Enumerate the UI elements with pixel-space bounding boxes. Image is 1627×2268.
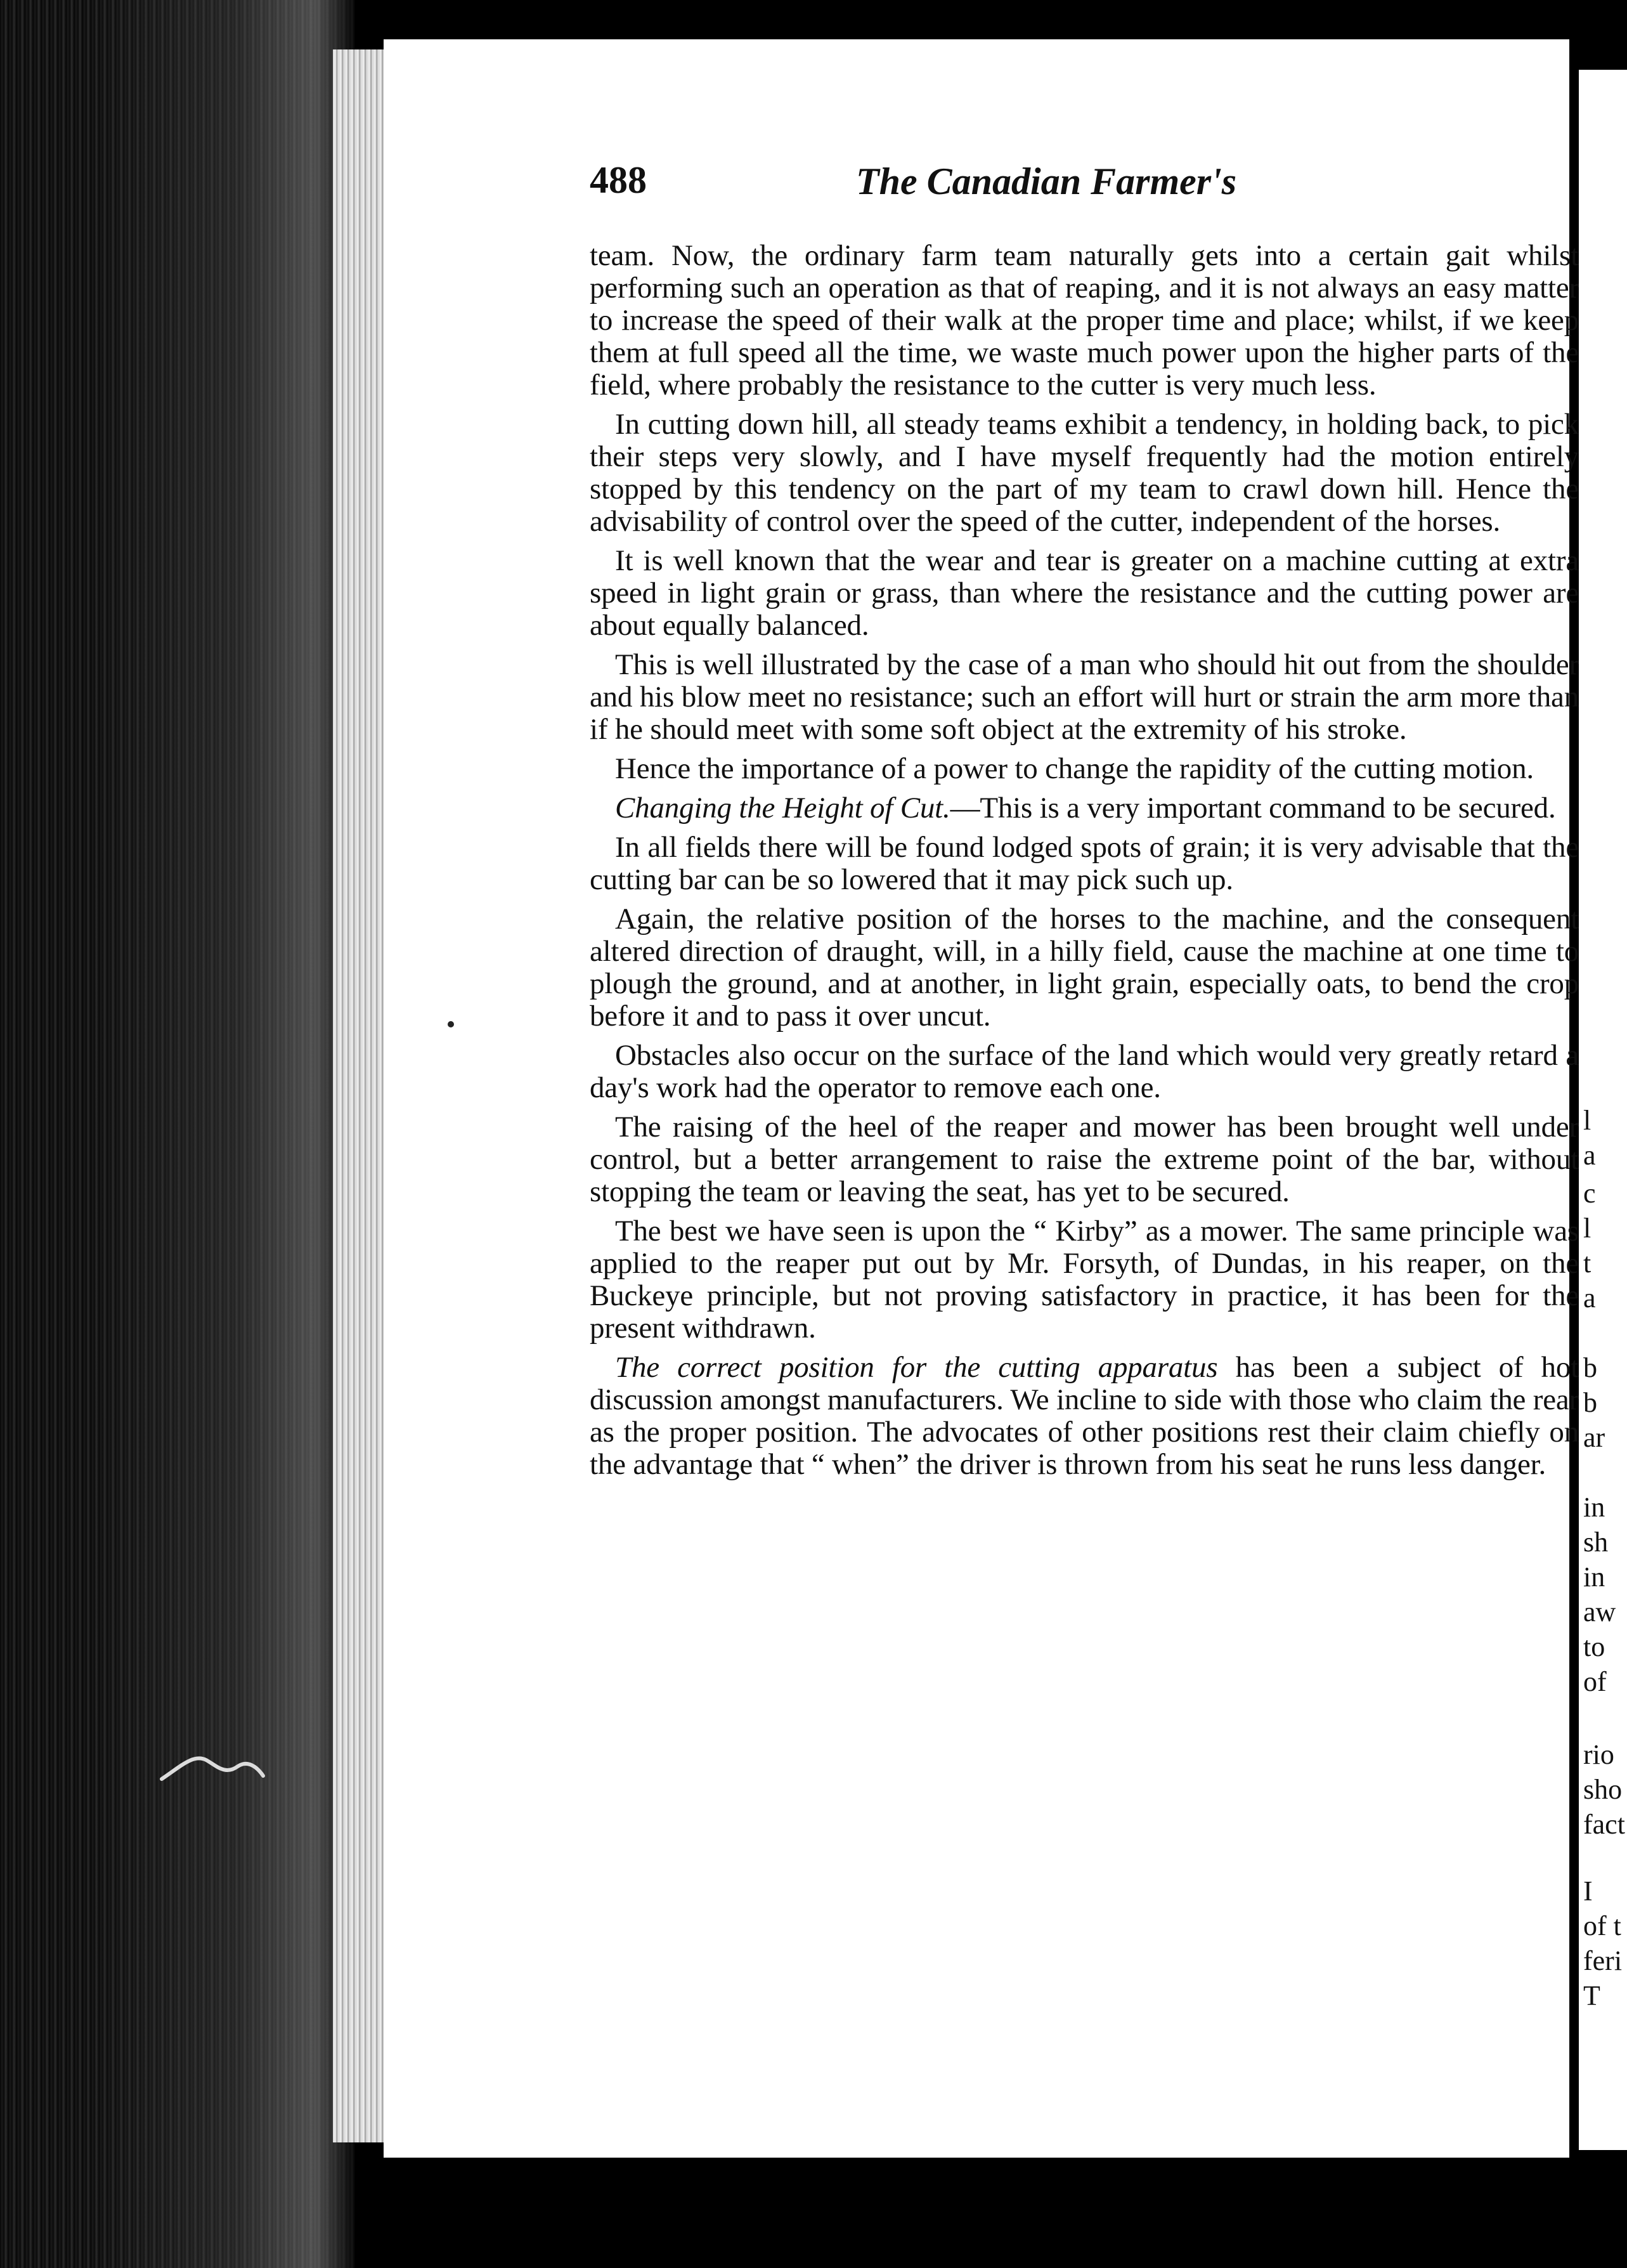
paragraph-lodged-grain: In all fields there will be found lodged spots of grain; it is very advisable that the cutting bar can be so lowered that it may pick such up. [590, 831, 1579, 896]
facing-fragment: a [1583, 1284, 1596, 1312]
facing-fragment: rio [1583, 1741, 1614, 1769]
running-title: The Canadian Farmer's [856, 160, 1237, 202]
position-text: has been a subject of hot discussion amongst manufacturers. We incline to side with those who claim the rear as the proper position. The advocates of other positions rest their claim chiefly on the advantage that “ when” the driver is thrown from his seat he runs less danger. [590, 1351, 1579, 1481]
paragraph-obstacles: Obstacles also occur on the surface of the land which would very greatly retard a day's work had the operator to remove each one. [590, 1039, 1579, 1104]
page-header [590, 159, 1363, 222]
facing-fragment: sho [1583, 1776, 1623, 1804]
facing-fragment: ar [1583, 1424, 1605, 1452]
facing-fragment: feri [1583, 1947, 1623, 1975]
paragraph-team: team. Now, the ordinary farm team naturally gets into a certain gait whilst performing such an operation as that of reaping, and it is not always an easy matter to increase the speed of their walk at the proper time and place; whilst, if we keep them at full speed all the time, we waste much power upon the higher parts of the field, where probably the resistance to the cutter is very much less. [590, 239, 1579, 401]
body-text [590, 240, 1579, 1488]
facing-fragment: I [1583, 1877, 1593, 1905]
facing-fragment: c [1583, 1180, 1596, 1208]
facing-fragment: in [1583, 1563, 1605, 1591]
facing-fragment: b [1583, 1389, 1597, 1417]
facing-fragment: sh [1583, 1528, 1609, 1556]
facing-fragment: t [1583, 1249, 1591, 1277]
pencil-mark [155, 1741, 269, 1798]
paragraph-down-hill: In cutting down hill, all steady teams exhibit a tendency, in holding back, to pick their steps very slowly, and I have myself frequently had the motion entirely stopped by this tendency on the part of my team to crawl down hill. Hence the advisability of control over the speed of the cutter, independent of the horses. [590, 408, 1579, 538]
ink-dot [448, 1021, 454, 1027]
paragraph-relative-position: Again, the relative position of the horses to the machine, and the consequent altered direction of draught, will, in a hilly field, cause the machine at one time to plough the ground, and at another, in light grain, especially oats, to bend the crop before it and to pass it over uncut. [590, 903, 1579, 1033]
facing-fragment: T [1583, 1982, 1600, 2010]
paragraph-kirby: The best we have seen is upon the “ Kirby” as a mower. The same principle was applied to the reaper put out by Mr. Forsyth, of Dundas, in his reaper, on the Buckeye principle, but not proving satisfactory in practice, it has been for the present withdrawn. [590, 1215, 1579, 1345]
page-edges [333, 49, 387, 2142]
height-text: —This is a very important command to be secured. [950, 792, 1556, 824]
facing-fragment: l [1583, 1215, 1591, 1242]
facing-fragment: fact [1583, 1811, 1625, 1839]
spine-shading [89, 0, 355, 2268]
facing-fragment: of t [1583, 1912, 1621, 1940]
facing-fragment: to [1583, 1633, 1605, 1661]
height-heading: Changing the Height of Cut. [615, 792, 950, 824]
paragraph-raising-heel: The raising of the heel of the reaper and mower has been brought well under control, but a better arrangement to raise the extreme point of the bar, without stopping the team or leaving the seat, has yet to be secured. [590, 1111, 1579, 1208]
page-number: 488 [590, 159, 647, 201]
paragraph-wear-tear: It is well known that the wear and tear is greater on a machine cutting at extra speed in light grain or grass, than where the resistance and the cutting power are about equally balanced. [590, 544, 1579, 642]
facing-fragment: a [1583, 1142, 1596, 1170]
position-heading: The correct position for the cutting apparatus [615, 1351, 1218, 1384]
facing-fragment: aw [1583, 1598, 1616, 1626]
paragraph-position-apparatus [590, 1352, 1579, 1481]
facing-fragment: l [1583, 1107, 1591, 1135]
paragraph-height-of-cut [590, 792, 1579, 824]
paragraph-illustration: This is well illustrated by the case of a man who should hit out from the shoulder and his blow meet no resistance; such an effort will hurt or strain the arm more than if he should meet with some soft object at the extremity of his stroke. [590, 648, 1579, 746]
facing-fragment: of [1583, 1668, 1607, 1696]
facing-fragment: in [1583, 1494, 1605, 1522]
facing-fragment: b [1583, 1354, 1597, 1382]
paragraph-importance: Hence the importance of a power to change the rapidity of the cutting motion. [615, 752, 1534, 785]
